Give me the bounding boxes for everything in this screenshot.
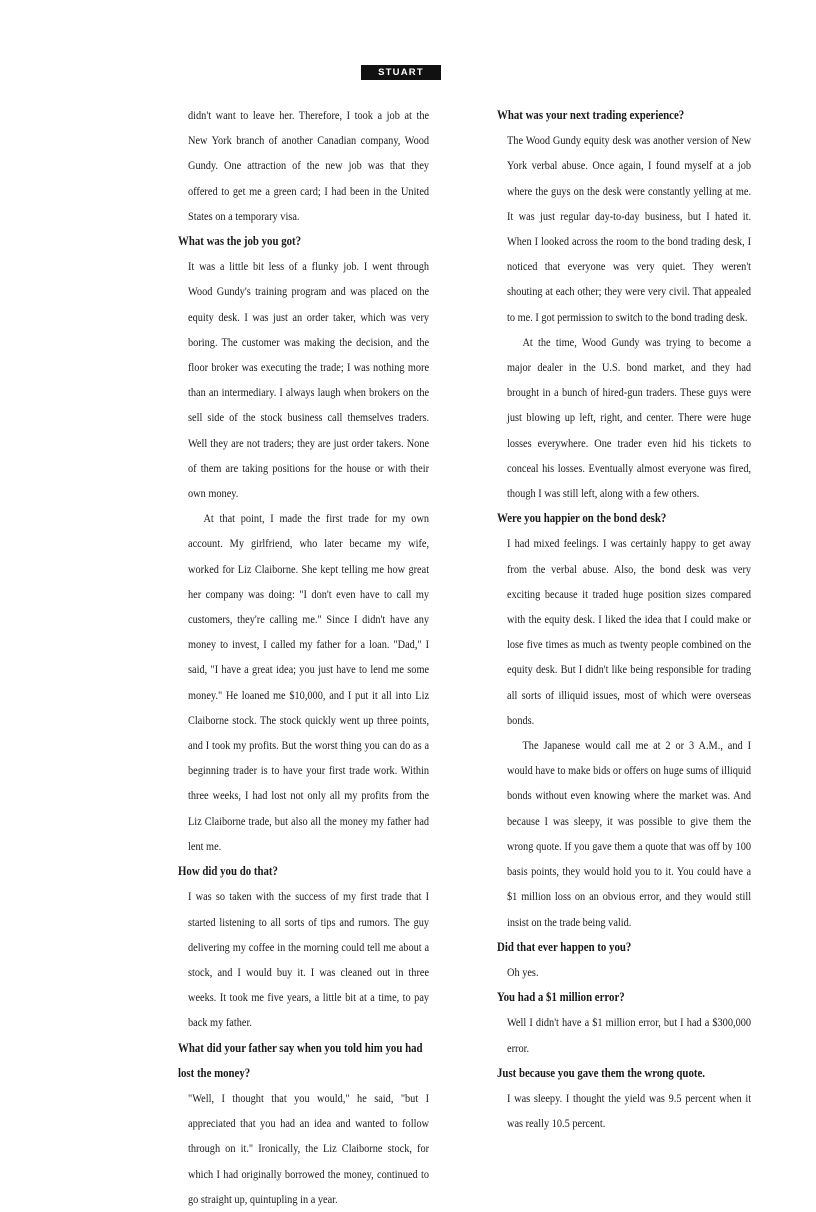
interview-question: Did that ever happen to you? [497, 939, 632, 954]
interview-answer-paragraph: Oh yes. [507, 964, 539, 979]
interview-answer-paragraph: I was so taken with the success of my first trade that I started listening to all sorts of tips and rumors. The guy delivering my coffee in the morning could tell me about a stock, and I would buy it. I was cleaned out in three weeks. It took me five years, a little bit at a time, to pay back my father. [188, 889, 430, 1030]
interview-question: Were you happier on the bond desk? [497, 511, 667, 526]
interview-question: Just because you gave them the wrong quote. [497, 1065, 705, 1080]
interview-answer-paragraph: At that point, I made the first trade for my own account. My girlfriend, who later became my wife, worked for Liz Claiborne. She kept telling me how great her company was doing: "I don't even have to call my customers, they're calling me." Since I didn't have any money to invest, I called my father for a loan. "Dad," I said, "I have a great idea; you just have to lend me some money." He loaned me $10,000, and I put it all into Liz Claiborne stock. The stock quickly went up three points, and I took my profits. But the worst thing you can do as a beginning trader is to have your first trade work. Within three weeks, I had lost not only all my profits from the Liz Claiborne trade, but also all the money my father had lent me. [188, 511, 430, 853]
interview-answer-paragraph: I had mixed feelings. I was certainly happy to get away from the verbal abuse. Also, the bond desk was very exciting because it traded huge position sizes compared with the equity desk. I liked the idea that I could make or lose five times as much as twenty people combined on the equity desk. But I didn't like being responsible for trading all sorts of illiquid issues, most of which were overseas bonds. [507, 536, 752, 727]
interview-answer-paragraph: "Well, I thought that you would," he said, "but I appreciated that you had an idea and wanted to follow through on it." Ironically, the Liz Claiborne stock, for which I had originally borrowed the money, continued to go straight up, quintupling in a year. [188, 1090, 430, 1206]
left-column [178, 103, 430, 1212]
interview-answer-paragraph: Well I didn't have a $1 million error, but I had a $300,000 error. [507, 1015, 752, 1055]
interview-question: What was your next trading experience? [497, 108, 685, 122]
interview-question: You had a $1 million error? [497, 990, 625, 1005]
interview-answer-paragraph: The Wood Gundy equity desk was another version of New York verbal abuse. Once again, I found myself at a job where the guys on the desk were constantly yelling at me. It was just regular day-to-day business, but I hated it. When I looked across the room to the bond trading desk, I noticed that everyone was very quiet. They weren't shouting at each other; they were very civil. That appealed to me. I got permission to switch to the bond trading desk. [507, 133, 752, 324]
interview-answer-paragraph: The Japanese would call me at 2 or 3 A.M., and I would have to make bids or offers on huge sums of illiquid bonds without even knowing where the market was. And because I was sleepy, it was possible to give them the wrong quote. If you gave them a quote that was off by 100 basis points, they would hold you to it. You could have a $1 million loss on an obvious error, and they would still insist on the trade being valid. [507, 738, 752, 929]
interview-question: What was the job you got? [178, 234, 302, 249]
interview-answer-paragraph: I was sleepy. I thought the yield was 9.5 percent when it was really 10.5 percent. [507, 1090, 752, 1131]
running-head: STUART WALTON [361, 65, 441, 80]
interview-answer-paragraph: didn't want to leave her. Therefore, I took a job at the New York branch of another Canadian company, Wood Gundy. One attraction of the new job was that they offered to get me a green card; I had been in the United States on a temporary visa. [188, 108, 430, 223]
interview-answer-paragraph: At the time, Wood Gundy was trying to become a major dealer in the U.S. bond market, and they had brought in a bunch of hired-gun traders. These guys were just blowing up left, right, and center. There were huge losses everywhere. One trader even hid his tickets to conceal his losses. Eventually almost everyone was fired, though I was still left, along with a few others. [507, 334, 752, 501]
right-column [497, 103, 752, 1136]
interview-answer-paragraph: It was a little bit less of a flunky job. I went through Wood Gundy's training program and was placed on the equity desk. I was just an order taker, which was very boring. The customer was making the decision, and the floor broker was executing the trade; I was nothing more than an intermediary. I always laugh when brokers on the sell side of the stock business call themselves traders. Well they are not traders; they are just order takers. None of them are taking positions for the house or with their own money. [188, 259, 430, 501]
interview-question: How did you do that? [178, 864, 278, 879]
interview-question: What did your father say when you told him you had lost the money? [178, 1040, 423, 1080]
